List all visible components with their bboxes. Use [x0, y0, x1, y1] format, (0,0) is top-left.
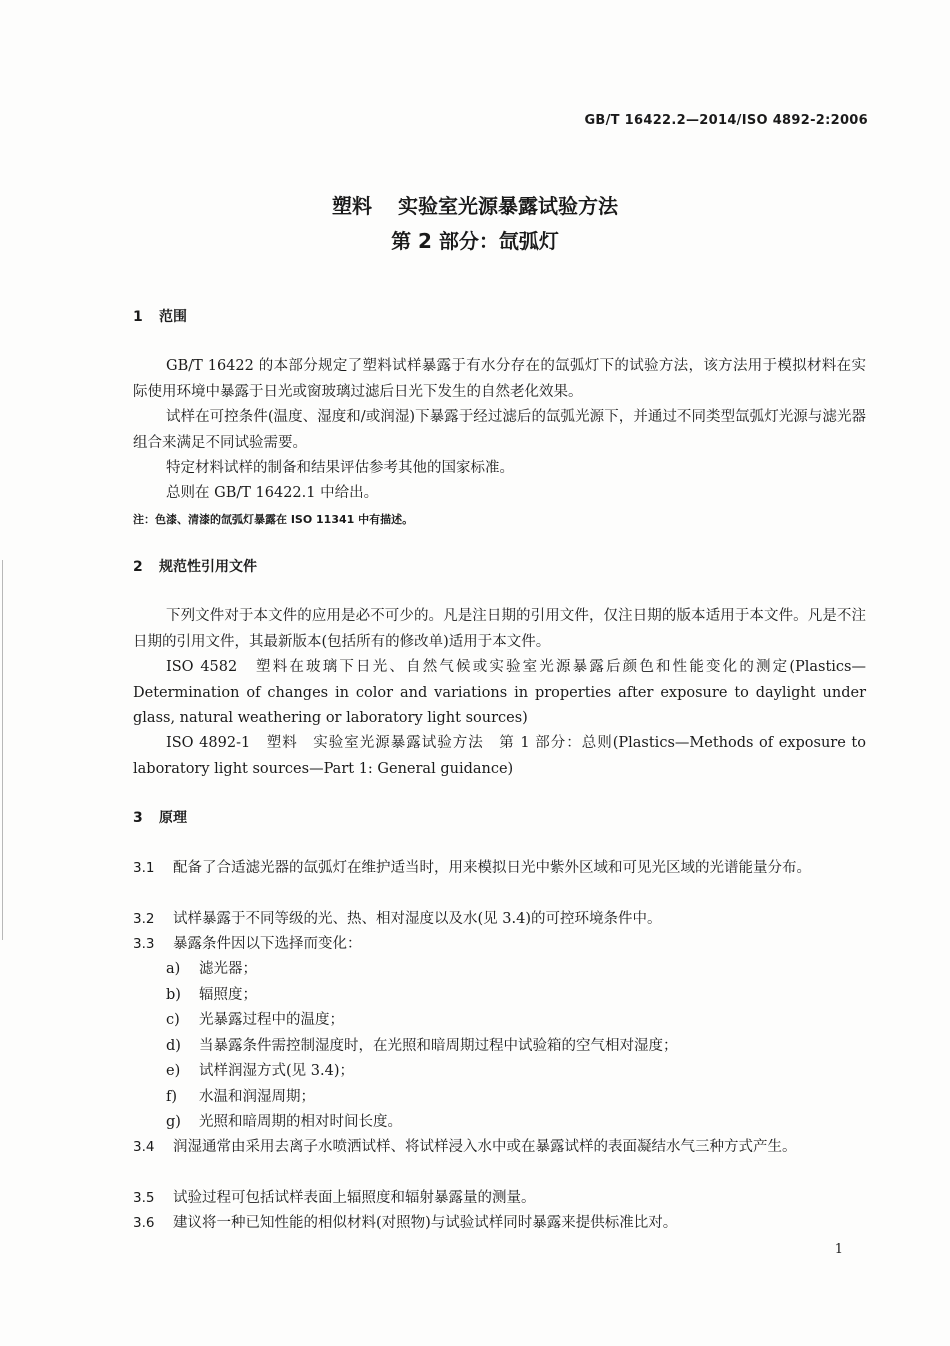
clause-3-6 [133, 1211, 866, 1237]
section-3-number: 3 [133, 810, 143, 826]
list-item [166, 1059, 354, 1085]
list-text: 水温和润湿周期； [199, 1089, 315, 1105]
clause-number: 3.1 [133, 860, 155, 876]
list-text: 滤光器； [199, 961, 257, 977]
list-text: 辐照度； [199, 987, 257, 1003]
list-item [166, 983, 257, 1009]
section-1-heading [133, 305, 187, 331]
clause-text: 试验过程可包括试样表面上辐照度和辐射暴露量的测量。 [173, 1190, 536, 1206]
section-1-title: 范围 [159, 309, 187, 325]
section-2-number: 2 [133, 559, 143, 575]
list-label: d) [166, 1038, 181, 1054]
section-1-paragraph: 总则在 GB/T 16422.1 中给出。 [166, 485, 379, 501]
clause-text: 暴露条件因以下选择而变化： [173, 936, 362, 952]
clause-number: 3.5 [133, 1190, 155, 1206]
list-item [166, 957, 257, 983]
list-label: g) [166, 1114, 181, 1130]
reference-iso-4892-1: ISO 4892-1 塑料 实验室光源暴露试验方法 第 1 部分：总则(Plastics—Methods of exposure to laboratory light sources—Part 1: General guidance) [133, 735, 866, 777]
list-text: 当暴露条件需控制湿度时，在光照和暗周期过程中试验箱的空气相对湿度； [199, 1038, 678, 1054]
clause-number: 3.6 [133, 1215, 155, 1231]
section-3-heading [133, 806, 187, 832]
list-text: 试样润湿方式(见 3.4)； [199, 1063, 354, 1079]
section-2-heading [133, 555, 257, 581]
clause-3-3 [133, 932, 866, 958]
clause-3-1 [133, 856, 866, 882]
list-item [166, 1034, 678, 1060]
clause-number: 3.4 [133, 1139, 155, 1155]
page-number: 1 [834, 1242, 843, 1257]
document-title-line2: 第 2 部分：氙弧灯 [391, 229, 559, 253]
list-text: 光暴露过程中的温度； [199, 1012, 344, 1028]
clause-text: 试样暴露于不同等级的光、热、相对湿度以及水(见 3.4)的可控环境条件中。 [173, 911, 662, 927]
section-1-paragraph: GB/T 16422 的本部分规定了塑料试样暴露于有水分存在的氙弧灯下的试验方法，该方法用于模拟材料在实际使用环境中暴露于日光或窗玻璃过滤后日光下发生的自然老化效果。 [133, 358, 866, 400]
title-part2: 实验室光源暴露试验方法 [398, 194, 618, 218]
list-text: 光照和暗周期的相对时间长度。 [199, 1114, 402, 1130]
list-label: f) [166, 1089, 178, 1105]
scan-edge-line [2, 560, 3, 940]
section-1-note: 注：色漆、清漆的氙弧灯暴露在 ISO 11341 中有描述。 [133, 513, 414, 526]
clause-number: 3.2 [133, 911, 155, 927]
section-1-paragraph: 特定材料试样的制备和结果评估参考其他的国家标准。 [166, 460, 514, 476]
list-label: e) [166, 1063, 181, 1079]
clause-number: 3.3 [133, 936, 155, 952]
standard-code: GB/T 16422.2—2014/ISO 4892-2:2006 [584, 113, 868, 128]
document-title-line1 [0, 194, 950, 220]
section-3-title: 原理 [159, 810, 187, 826]
list-item [166, 1110, 402, 1136]
title-part1: 塑料 [332, 194, 372, 218]
section-1-number: 1 [133, 309, 143, 325]
list-label: c) [166, 1012, 180, 1028]
list-item [166, 1008, 344, 1034]
reference-iso-4582: ISO 4582 塑料在玻璃下日光、自然气候或实验室光源暴露后颜色和性能变化的测定(Plastics—Determination of changes in color and variations in properties after exposure to daylight under glass, natural weathering or laboratory light sources) [133, 659, 866, 726]
section-2-title: 规范性引用文件 [159, 559, 257, 575]
list-item [166, 1085, 315, 1111]
section-1-paragraph: 试样在可控条件(温度、湿度和/或润湿)下暴露于经过滤后的氙弧光源下，并通过不同类型氙弧灯光源与滤光器组合来满足不同试验需要。 [133, 409, 866, 451]
clause-3-4 [133, 1135, 866, 1161]
clause-text: 润湿通常由采用去离子水喷洒试样、将试样浸入水中或在暴露试样的表面凝结水气三种方式产生。 [173, 1139, 797, 1155]
clause-3-2 [133, 907, 866, 933]
section-2-paragraph: 下列文件对于本文件的应用是必不可少的。凡是注日期的引用文件，仅注日期的版本适用于本文件。凡是不注日期的引用文件，其最新版本(包括所有的修改单)适用于本文件。 [133, 608, 866, 650]
clause-text: 配备了合适滤光器的氙弧灯在维护适当时，用来模拟日光中紫外区域和可见光区域的光谱能量分布。 [173, 860, 811, 876]
list-label: b) [166, 987, 181, 1003]
clause-text: 建议将一种已知性能的相似材料(对照物)与试验试样同时暴露来提供标准比对。 [173, 1215, 678, 1231]
clause-3-5 [133, 1186, 866, 1212]
list-label: a) [166, 961, 181, 977]
